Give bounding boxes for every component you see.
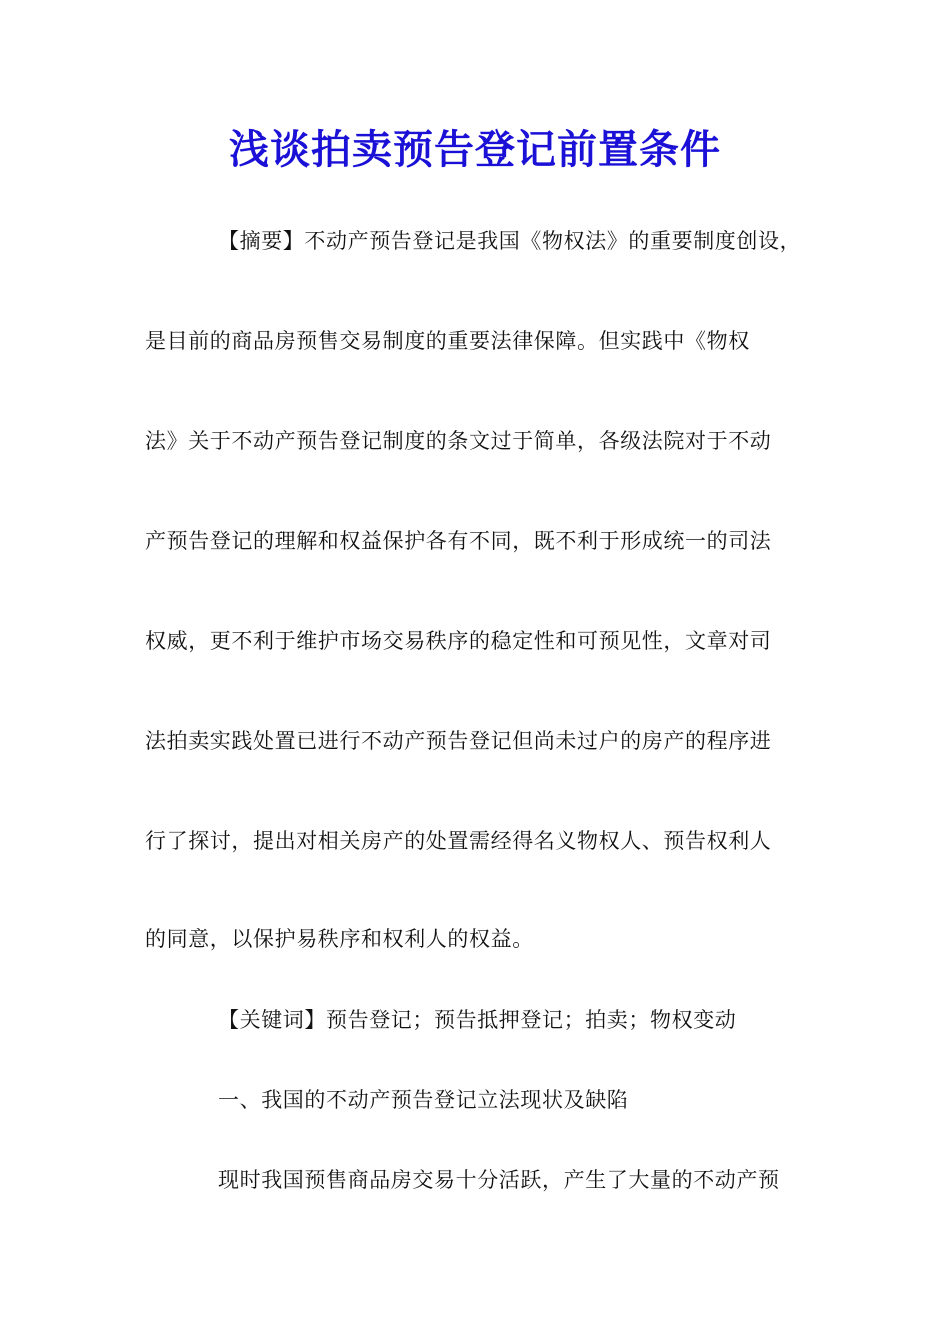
abstract-line-5: 权威，更不利于维护市场交易秩序的稳定性和可预见性，文章对司 [145, 629, 772, 653]
abstract-line-1: 【摘要】不动产预告登记是我国《物权法》的重要制度创设， [218, 229, 802, 253]
abstract-line-2: 是目前的商品房预售交易制度的重要法律保障。但实践中《物权 [145, 329, 750, 353]
abstract-line-7: 行了探讨，提出对相关房产的处置需经得名义物权人、预告权利人 [145, 829, 772, 853]
section-heading: 一、我国的不动产预告登记立法现状及缺陷 [218, 1088, 629, 1112]
abstract-line-3: 法》关于不动产预告登记制度的条文过于简单，各级法院对于不动 [145, 429, 772, 453]
body-paragraph-line-1: 现时我国预售商品房交易十分活跃，产生了大量的不动产预 [218, 1168, 780, 1192]
abstract-line-6: 法拍卖实践处置已进行不动产预告登记但尚未过户的房产的程序进 [145, 729, 772, 753]
abstract-line-4: 产预告登记的理解和权益保护各有不同，既不利于形成统一的司法 [145, 529, 772, 553]
abstract-line-8: 的同意，以保护易秩序和权利人的权益。 [145, 927, 534, 951]
keywords-line: 【关键词】预告登记；预告抵押登记；拍卖；物权变动 [218, 1008, 737, 1032]
document-title: 浅谈拍卖预告登记前置条件 [229, 126, 721, 173]
